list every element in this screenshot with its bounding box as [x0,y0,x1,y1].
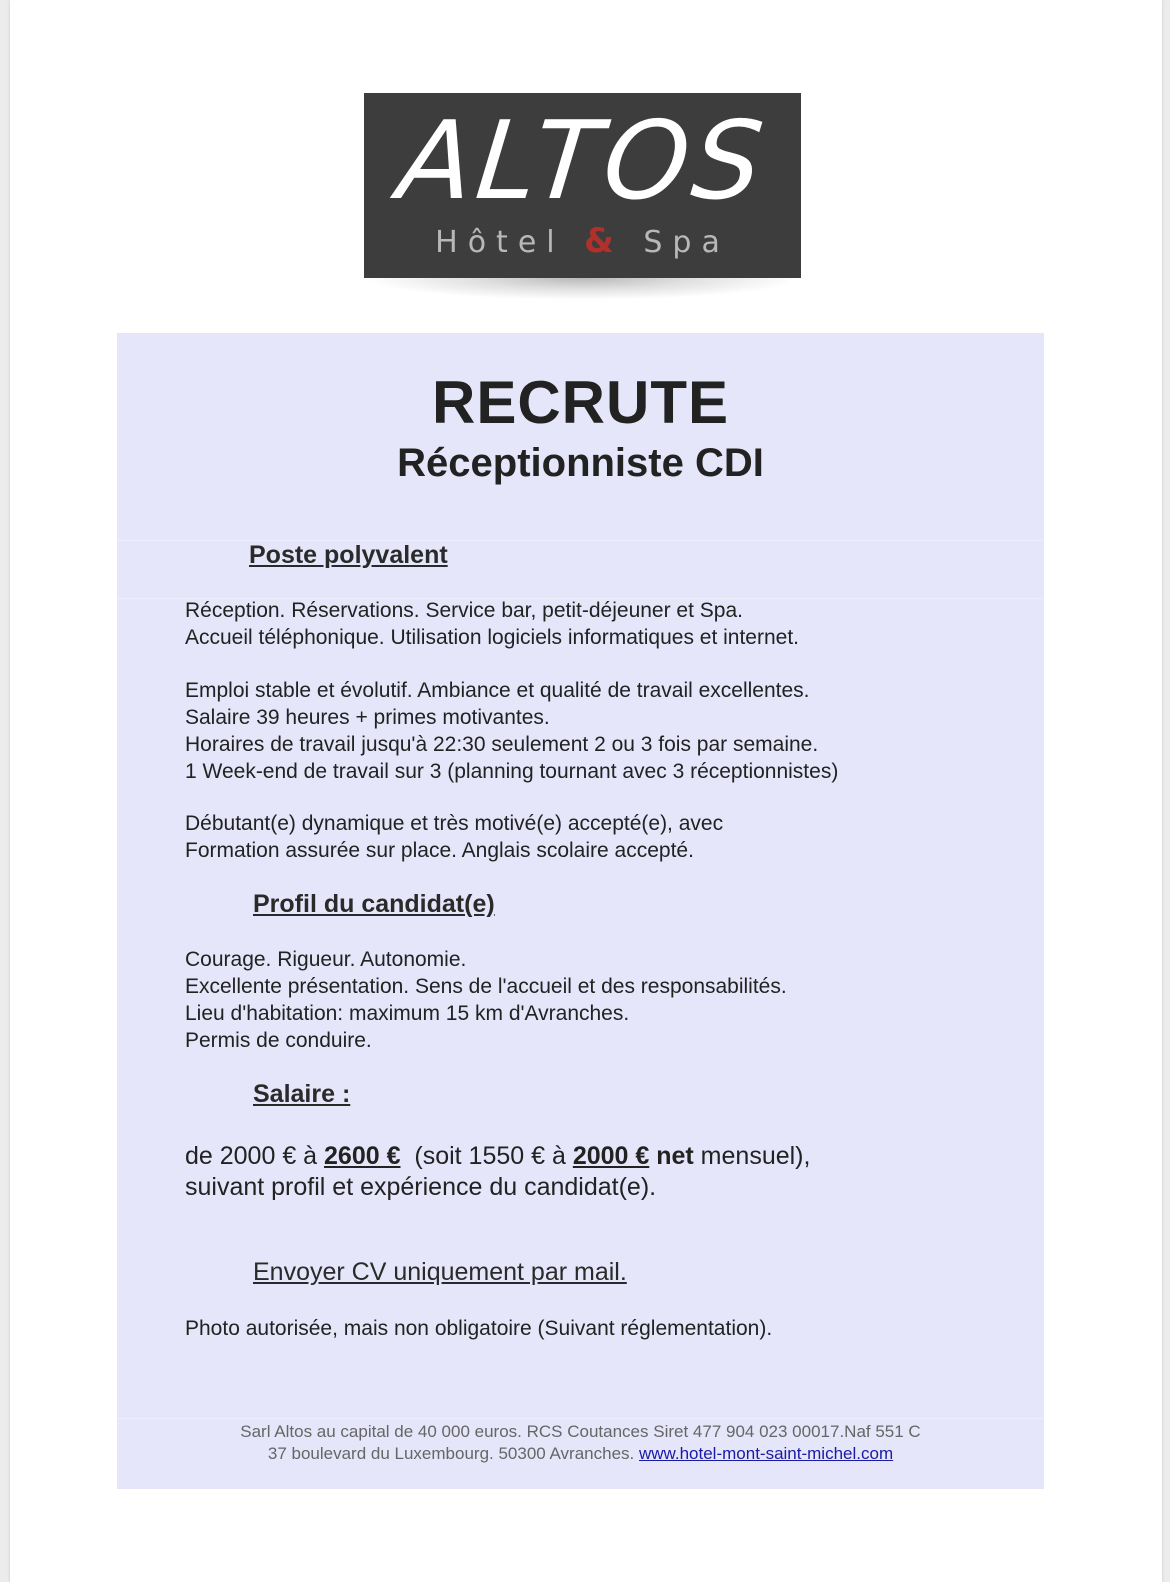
text-line: Horaires de travail jusqu'à 22:30 seulement 2 ou 3 fois par semaine. [185,733,819,756]
text-line: Formation assurée sur place. Anglais scolaire accepté. [185,839,694,862]
altos-logo [364,93,801,278]
logo-shadow [364,278,801,300]
logo-tagline-left: Hôtel [435,225,565,260]
job-offer-panel [117,333,1044,1489]
text-line: Lieu d'habitation: maximum 15 km d'Avranches. [185,1002,630,1025]
text-line: Photo autorisée, mais non obligatoire (Suivant réglementation). [185,1317,773,1340]
row-divider [117,1418,1044,1419]
salary-net-word: net [656,1142,694,1170]
job-title: Réceptionniste CDI [397,441,764,485]
text-line: Réception. Réservations. Service bar, petit-déjeuner et Spa. [185,599,743,622]
contact-heading: Envoyer CV uniquement par mail. [253,1258,627,1286]
section-heading-profil: Profil du candidat(e) [253,890,495,918]
page-title: RECRUTE [431,369,729,436]
salary-gross-max: 2600 € [324,1142,401,1170]
section-heading-salaire: Salaire : [253,1080,351,1108]
salary-prefix: de 2000 € à [185,1142,325,1170]
salary-line: suivant profil et expérience du candidat(e). [185,1173,657,1201]
text-line: 1 Week-end de travail sur 3 (planning tournant avec 3 réceptionnistes) [185,760,839,783]
footer-address [117,1443,1044,1465]
photo-note [185,1315,772,1342]
text-line: Accueil téléphonique. Utilisation logiciels informatiques et internet. [185,626,800,649]
footer-legal: Sarl Altos au capital de 40 000 euros. RCS Coutances Siret 477 904 023 00017.Naf 551 C [240,1422,921,1441]
text-line: Courage. Rigueur. Autonomie. [185,948,467,971]
conditions-description [185,677,838,785]
company-footer [117,1421,1044,1465]
salary-description [185,1141,810,1203]
text-line: Excellente présentation. Sens de l'accueil et des responsabilités. [185,975,787,998]
profile-description [185,946,787,1054]
website-link[interactable]: www.hotel-mont-saint-michel.com [638,1444,894,1463]
logo-wordmark: ALTOS [392,99,773,224]
salary-net-max: 2000 € [572,1142,650,1170]
text-line: Salaire 39 heures + primes motivantes. [185,706,550,729]
document-page [10,0,1162,1582]
poste-description [185,597,799,651]
footer-address-text: 37 boulevard du Luxembourg. 50300 Avranches. [267,1444,639,1463]
text-line: Débutant(e) dynamique et très motivé(e) accepté(e), avec [185,812,724,835]
logo-tagline [364,221,801,261]
salary-suffix: mensuel), [693,1142,811,1170]
text-line: Emploi stable et évolutif. Ambiance et qualité de travail excellentes. [185,679,810,702]
logo-ampersand: & [584,221,624,261]
beginner-description [185,810,723,864]
logo-tagline-right: Spa [643,225,730,260]
salary-line [185,1141,810,1172]
salary-middle: (soit 1550 € à [400,1142,573,1170]
text-line: Permis de conduire. [185,1029,372,1052]
section-heading-poste: Poste polyvalent [249,541,448,569]
